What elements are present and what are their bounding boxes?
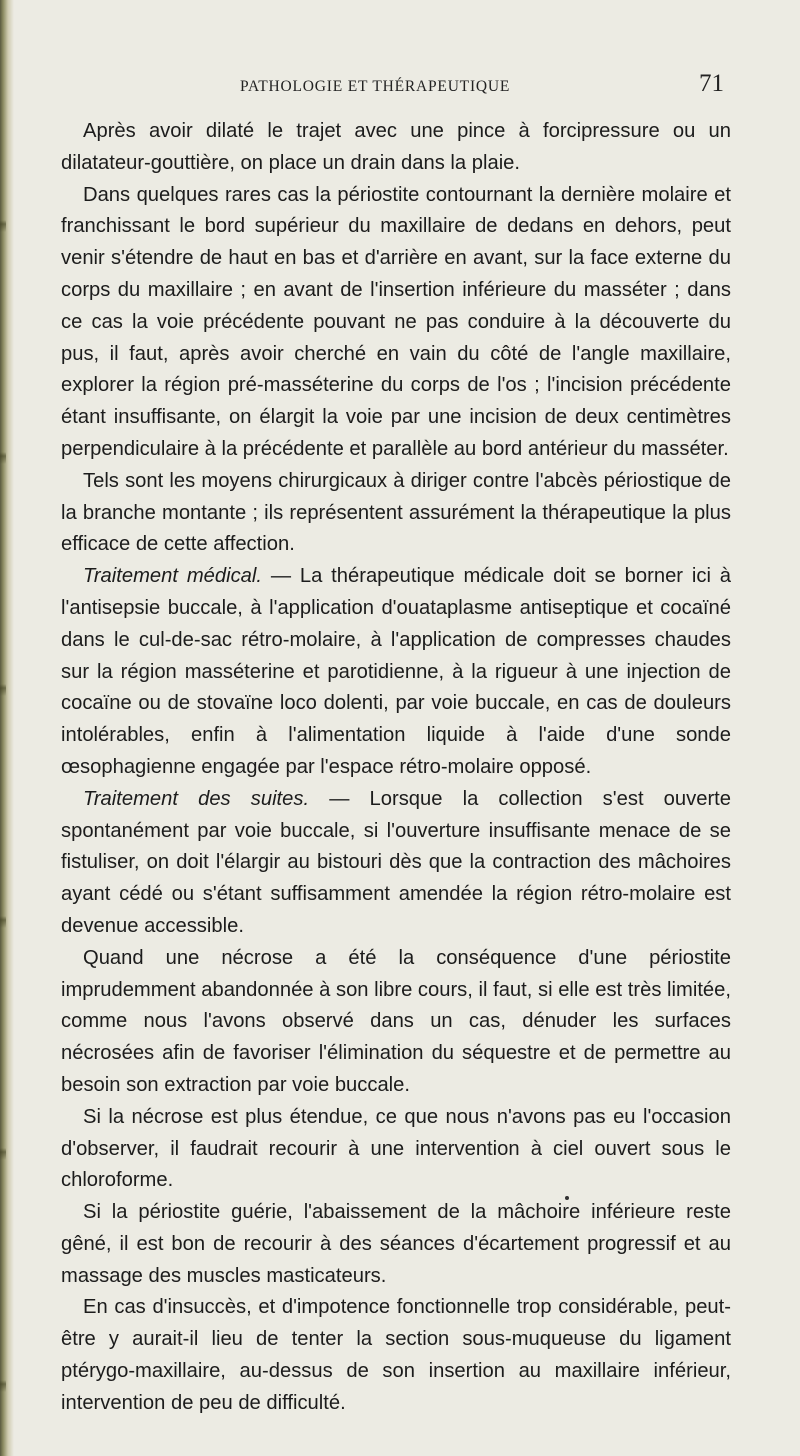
paragraph (61, 561, 731, 784)
paragraph-text: En cas d'insuccès, et d'impotence fonctionnelle trop considérable, peut-être y aurait-il lieu de tenter la section sous-muqueuse du ligament ptérygo-maxillaire, au-dessus de son insertion au maxillaire inférieur, intervention de peu de difficulté. (61, 1296, 731, 1414)
page-header (62, 70, 734, 104)
paragraph-text: — La thérapeutique médicale doit se borner ici à l'antisepsie buccale, à l'application d'ouataplasme antiseptique et cocaïné dans le cul-de-sac rétro-molaire, à l'application de compresses chaudes sur la région masséterine et parotidienne, à la rigueur à une injection de cocaïne ou de stovaïne loco dolenti, par voie buccale, en cas de douleurs intolérables, enfin à l'alimentation liquide à l'aide d'une sonde œsophagienne engagée par l'espace rétro-molaire opposé. (61, 565, 731, 778)
paragraph (61, 1197, 731, 1292)
paragraph-text: Quand une nécrose a été la conséquence d'une périostite imprudemment abandonnée à son libre cours, il faut, si elle est très limitée, comme nous l'avons observé dans un cas, dénuder les surfaces nécrosées afin de favoriser l'élimination du séquestre et de permettre au besoin son extraction par voie buccale. (61, 946, 731, 1096)
paragraph-text: Dans quelques rares cas la périostite contournant la dernière molaire et franchissant le bord supérieur du maxillaire de dedans en dehors, peut venir s'étendre de haut en bas et d'arrière en avant, sur la face externe du corps du maxillaire ; en avant de l'insertion inférieure du masséter ; dans ce cas la voie précédente pouvant ne pas conduire à la découverte du pus, il faut, après avoir cherché en vain du côté de l'angle maxillaire, explorer la région pré-masséterine du corps de l'os ; l'incision précédente étant insuffisante, on élargit la voie par une incision de deux centimètres perpendiculaire à la précédente et parallèle au bord antérieur du masséter. (61, 183, 731, 460)
section-lead: Traitement des suites. (83, 787, 310, 810)
section-lead: Traitement médical. (83, 565, 262, 588)
paragraph-text: Si la périostite guérie, l'abaissement de la mâchoire inférieure reste gêné, il est bon de recourir à des séances d'écartement progressif et au massage des muscles masticateurs. (61, 1201, 731, 1287)
running-head: PATHOLOGIE ET THÉRAPEUTIQUE (240, 78, 511, 95)
paragraph (61, 466, 731, 561)
paragraph (61, 1292, 731, 1419)
paragraph (61, 180, 731, 466)
ink-speck (565, 1196, 569, 1200)
paragraph-text: — Lorsque la collection s'est ouverte spontanément par voie buccale, si l'ouverture insuffisante menace de se fistuliser, on doit l'élargir au bistouri dès que la contraction des mâchoires ayant cédé ou s'étant suffisamment amendée la région rétro-molaire est devenue accessible. (61, 787, 731, 937)
paragraph-text: Tels sont les moyens chirurgicaux à diriger contre l'abcès périostique de la branche montante ; ils représentent assurément la thérapeutique la plus efficace de cette affection. (61, 469, 731, 556)
paragraph (61, 1102, 731, 1197)
paragraph (61, 784, 731, 943)
spine-marks (0, 0, 6, 1456)
paragraph-text: Si la nécrose est plus étendue, ce que nous n'avons pas eu l'occasion d'observer, il faudrait recourir à une intervention à ciel ouvert sous le chloroforme. (61, 1105, 731, 1192)
page-number: 71 (699, 70, 724, 97)
paragraph-text: Après avoir dilaté le trajet avec une pince à forcipressure ou un dilatateur-gouttière, on place un drain dans la plaie. (61, 120, 731, 174)
paragraph (61, 116, 731, 180)
paragraph (61, 943, 731, 1102)
body-text (61, 116, 731, 1420)
